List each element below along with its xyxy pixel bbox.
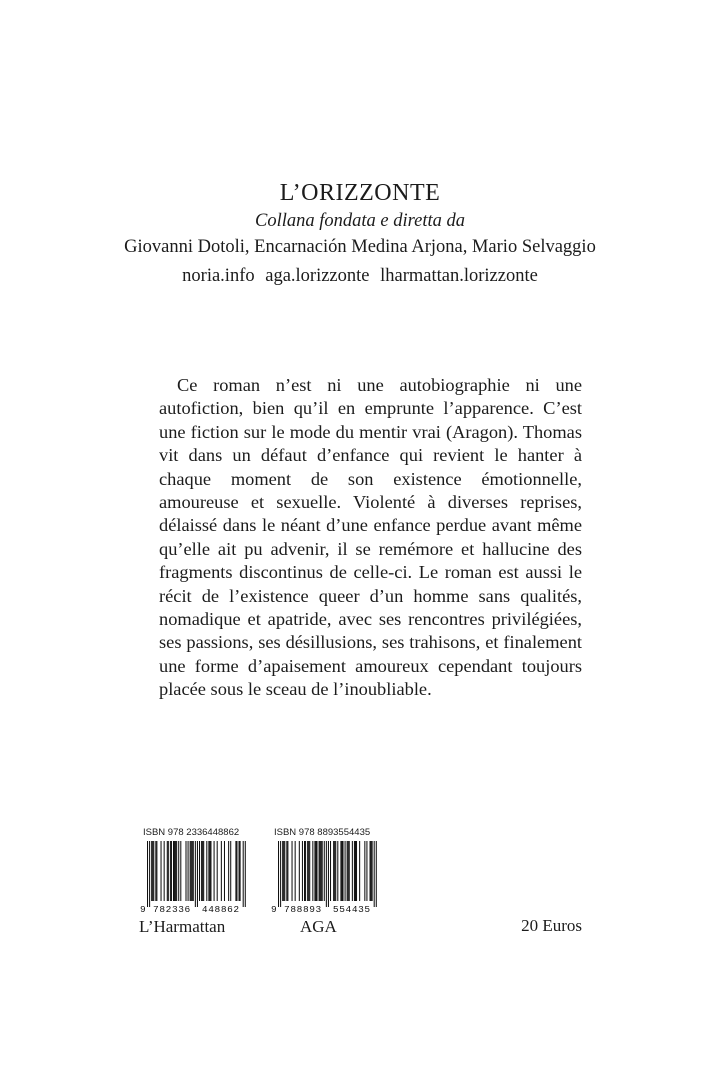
barcode-bar bbox=[278, 841, 279, 907]
barcode-bar bbox=[173, 841, 174, 901]
series-title: L’ORIZZONTE bbox=[279, 180, 441, 206]
barcode-bar bbox=[149, 841, 150, 907]
series-subtitle: Collana fondata e diretta da bbox=[254, 211, 465, 231]
barcode-block-harmattan bbox=[139, 827, 249, 937]
barcode-bar bbox=[201, 841, 202, 901]
barcode-bar bbox=[304, 841, 305, 901]
barcode-bar bbox=[176, 841, 177, 901]
barcode-bar bbox=[295, 841, 296, 901]
barcode-bar bbox=[208, 841, 209, 901]
series-directors: Giovanni Dotoli, Encarnación Medina Arjona, Mario Selvaggio bbox=[124, 237, 596, 257]
barcode-bar bbox=[193, 841, 194, 901]
barcode-bar bbox=[217, 841, 218, 901]
barcode-bar bbox=[302, 841, 303, 901]
barcode-bar bbox=[364, 841, 365, 901]
link-noria: noria.info bbox=[182, 266, 255, 286]
barcode-bar bbox=[195, 841, 196, 907]
barcode-bar bbox=[287, 841, 288, 901]
barcode-bar bbox=[167, 841, 168, 901]
barcode-aga bbox=[270, 841, 380, 915]
barcode-bar bbox=[147, 841, 148, 907]
barcode-bar bbox=[156, 841, 157, 901]
barcode-bar bbox=[292, 841, 293, 901]
barcode-bar bbox=[308, 841, 309, 901]
barcode-bar bbox=[185, 841, 186, 901]
barcode-bar bbox=[282, 841, 283, 901]
barcode-bar bbox=[280, 841, 281, 907]
barcode-bar bbox=[356, 841, 357, 901]
barcode-bar bbox=[342, 841, 343, 901]
barcode-bar bbox=[372, 841, 373, 901]
barcode-bar bbox=[335, 841, 336, 901]
barcode-bar bbox=[312, 841, 313, 901]
barcode-bar bbox=[151, 841, 152, 901]
barcode-bar bbox=[240, 841, 241, 901]
barcode-bar bbox=[180, 841, 181, 901]
barcode-harmattan bbox=[139, 841, 249, 915]
barcode-bar bbox=[337, 841, 338, 901]
barcode-bar bbox=[286, 841, 287, 901]
barcode-bar bbox=[161, 841, 162, 901]
publisher-name: L’Harmattan bbox=[139, 917, 226, 936]
barcode-bar bbox=[210, 841, 211, 901]
barcode-bar bbox=[326, 841, 327, 907]
barcode-bar bbox=[322, 841, 323, 901]
barcode-bar bbox=[309, 841, 310, 901]
barcode-bar bbox=[348, 841, 349, 901]
barcode-digits: 782336 bbox=[153, 904, 191, 915]
barcode-digits: 9 bbox=[271, 904, 278, 915]
barcode-bar bbox=[345, 841, 346, 901]
barcode-bar bbox=[307, 841, 308, 901]
barcode-bar bbox=[224, 841, 225, 901]
barcode-bar bbox=[315, 841, 316, 901]
barcode-bar bbox=[197, 841, 198, 907]
link-aga: aga.lorizzonte bbox=[265, 266, 370, 286]
barcode-bar bbox=[340, 841, 341, 901]
barcode-bar bbox=[188, 841, 189, 901]
barcode-bar bbox=[175, 841, 176, 901]
barcode-bar bbox=[170, 841, 171, 901]
barcode-bar bbox=[164, 841, 165, 901]
barcode-bar bbox=[354, 841, 355, 901]
barcode-bar bbox=[236, 841, 237, 901]
barcode-digits: 554435 bbox=[332, 904, 371, 915]
barcode-bar bbox=[199, 841, 200, 901]
barcode-bar bbox=[370, 841, 371, 901]
price: 20 Euros bbox=[521, 916, 582, 935]
barcode-bar bbox=[190, 841, 191, 901]
barcode-bar bbox=[214, 841, 215, 901]
barcode-bar bbox=[228, 841, 229, 901]
barcode-bar bbox=[355, 841, 356, 901]
barcode-bar bbox=[321, 841, 322, 901]
barcode-bar bbox=[320, 841, 321, 901]
barcode-bar bbox=[243, 841, 244, 907]
barcode-bar bbox=[334, 841, 335, 901]
series-links bbox=[0, 260, 720, 292]
barcode-bar bbox=[174, 841, 175, 901]
barcode-digits: 9 bbox=[140, 904, 147, 915]
barcode-bar bbox=[299, 841, 300, 901]
barcode-bar bbox=[239, 841, 240, 901]
barcode-bar bbox=[191, 841, 192, 901]
link-lharmattan: lharmattan.lorizzonte bbox=[380, 266, 538, 286]
publisher-name: AGA bbox=[300, 917, 337, 936]
barcode-bar bbox=[230, 841, 231, 901]
barcode-bar bbox=[245, 841, 246, 907]
barcode-bar bbox=[209, 841, 210, 901]
barcode-bar bbox=[284, 841, 285, 901]
barcode-bar bbox=[203, 841, 204, 901]
barcode-bar bbox=[366, 841, 367, 901]
barcode-bar bbox=[235, 841, 236, 901]
barcode-bar bbox=[319, 841, 320, 901]
barcode-bar bbox=[153, 841, 154, 901]
barcode-digits: 448862 bbox=[201, 904, 240, 915]
series-header bbox=[0, 178, 720, 292]
barcode-block-aga bbox=[270, 827, 380, 937]
barcode-bar bbox=[305, 841, 306, 901]
barcode-bar bbox=[359, 841, 360, 901]
barcode-bar bbox=[376, 841, 377, 907]
barcode-bar bbox=[347, 841, 348, 901]
barcode-bar bbox=[333, 841, 334, 901]
barcode-bar bbox=[371, 841, 372, 901]
barcode-bar bbox=[192, 841, 193, 901]
isbn-label: ISBN 978 2336448862 bbox=[143, 827, 240, 838]
isbn-label: ISBN 978 8893554435 bbox=[274, 827, 371, 838]
barcode-bar bbox=[330, 841, 331, 901]
barcode-bar bbox=[349, 841, 350, 901]
barcode-bar bbox=[168, 841, 169, 901]
barcode-bar bbox=[178, 841, 179, 901]
barcode-bar bbox=[352, 841, 353, 901]
barcode-bar bbox=[341, 841, 342, 901]
barcode-bar bbox=[206, 841, 207, 901]
barcode-bar bbox=[328, 841, 329, 907]
barcode-bar bbox=[221, 841, 222, 901]
barcode-bar bbox=[374, 841, 375, 907]
barcode-digits: 788893 bbox=[284, 904, 322, 915]
barcode-bar bbox=[316, 841, 317, 901]
barcode-bar bbox=[324, 841, 325, 901]
barcode-bar bbox=[314, 841, 315, 901]
barcode-bar bbox=[152, 841, 153, 901]
back-cover-blurb: Ce roman n’est ni une autobiographie ni une autofiction, bien qu’il en emprunte l’apparence. C’est une fiction sur le mode du mentir vrai (Aragon). Thomas vit dans un défaut d’enfance qui revient le hanter à chaque moment de son existence émotionnelle, amoureuse et sexuelle. Violenté à diverses reprises, délaissé dans le néant d’une enfance perdue avant même qu’elle ait pu advenir, il se remémore et hallucine des fragments discontinus de celle-ci. Le roman est aussi le récit de l’existence queer d’un homme sans qualités, nomadique et apatride, avec ses rencontres privilégiées, ses passions, ses désillusions, ses trahisons, et finalement une forme d’apaisement amoureux cependant toujours placée sous le sceau de l’inoubliable. bbox=[159, 375, 582, 700]
barcode-bar bbox=[202, 841, 203, 901]
barcode-bar bbox=[171, 841, 172, 901]
barcode-bar bbox=[155, 841, 156, 901]
barcode-bar bbox=[283, 841, 284, 901]
